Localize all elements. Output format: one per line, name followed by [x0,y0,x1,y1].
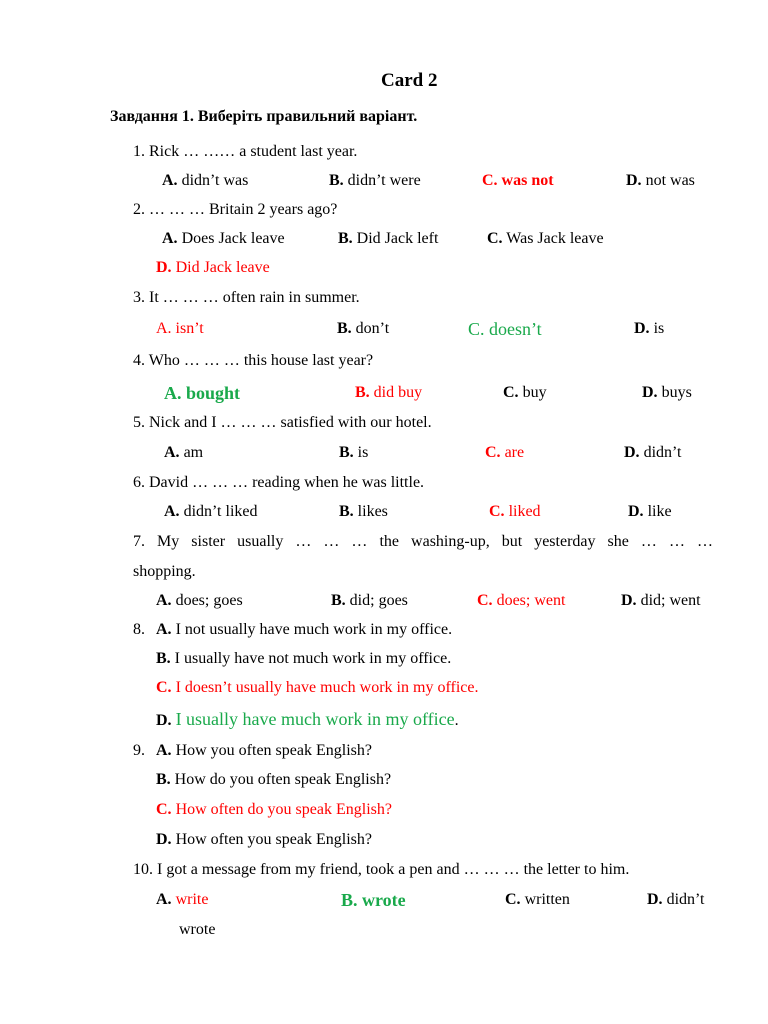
q2-option-d: D. Did Jack leave [156,259,270,276]
q3-option-d: D. is [634,320,665,337]
card-title: Card 2 [381,70,438,91]
q1-option-a: A. didn’t was [162,172,249,189]
q8-option-d: D. I usually have much work in my office. [156,709,459,729]
question-4: 4. Who … … … this house last year? [133,352,374,369]
q6-option-c: C. liked [489,503,541,520]
question-7-line-1: 7. My sister usually … … … the washing-up, but yesterday she … … … [133,533,713,550]
q10-option-d: D. didn’t [647,891,705,908]
q4-option-b: B. did buy [355,384,423,401]
q4-option-c: C. buy [503,384,547,401]
question-7-line-2: shopping. [133,563,196,580]
q9-option-d: D. How often you speak English? [156,831,372,848]
q6-option-a: A. didn’t liked [164,503,258,520]
q5-option-b: B. is [339,444,369,461]
q2-option-a: A. Does Jack leave [162,230,285,247]
q4-option-d: D. buys [642,384,692,401]
question-3: 3. It … … … often rain in summer. [133,289,360,306]
question-5: 5. Nick and I … … … satisfied with our hotel. [133,414,432,431]
q9-option-a: A. How you often speak English? [156,742,372,759]
q1-option-d: D. not was [626,172,695,189]
q10-option-c: C. written [505,891,570,908]
q10-option-d-continued: wrote [179,921,216,938]
q9-option-b: B. How do you often speak English? [156,771,392,788]
question-10: 10. I got a message from my friend, took a pen and … … … the letter to him. [133,861,630,878]
q10-option-a: A. write [156,891,209,908]
question-9-number: 9. [133,742,145,759]
q5-option-c: C. are [485,444,525,461]
q1-option-b: B. didn’t were [329,172,421,189]
q8-option-c: C. I doesn’t usually have much work in my office. [156,679,479,696]
question-8-number: 8. [133,621,145,638]
q2-option-b: B. Did Jack left [338,230,439,247]
q3-option-b: B. don’t [337,320,390,337]
q8-option-b: B. I usually have not much work in my office. [156,650,452,667]
q8-option-a: A. I not usually have much work in my office. [156,621,453,638]
question-2: 2. … … … Britain 2 years ago? [133,201,338,218]
task-heading: Завдання 1. Виберіть правильний варіант. [110,108,418,125]
q10-option-b: B. wrote [341,890,406,910]
q9-option-c: C. How often do you speak English? [156,801,392,818]
q5-option-d: D. didn’t [624,444,682,461]
q7-option-a: A. does; goes [156,592,243,609]
q7-option-d: D. did; went [621,592,701,609]
q1-option-c: C. was not [482,172,554,189]
q2-option-c: C. Was Jack leave [487,230,604,247]
q7-option-b: B. did; goes [331,592,408,609]
q7-option-c: C. does; went [477,592,566,609]
question-1: 1. Rick … …… a student last year. [133,143,358,160]
q5-option-a: A. am [164,444,204,461]
q6-option-d: D. like [628,503,672,520]
q4-option-a: A. bought [164,383,241,403]
q3-option-c: C. doesn’t [468,319,542,339]
question-6: 6. David … … … reading when he was little. [133,474,425,491]
q3-option-a: A. isn’t [156,320,204,337]
q6-option-b: B. likes [339,503,388,520]
